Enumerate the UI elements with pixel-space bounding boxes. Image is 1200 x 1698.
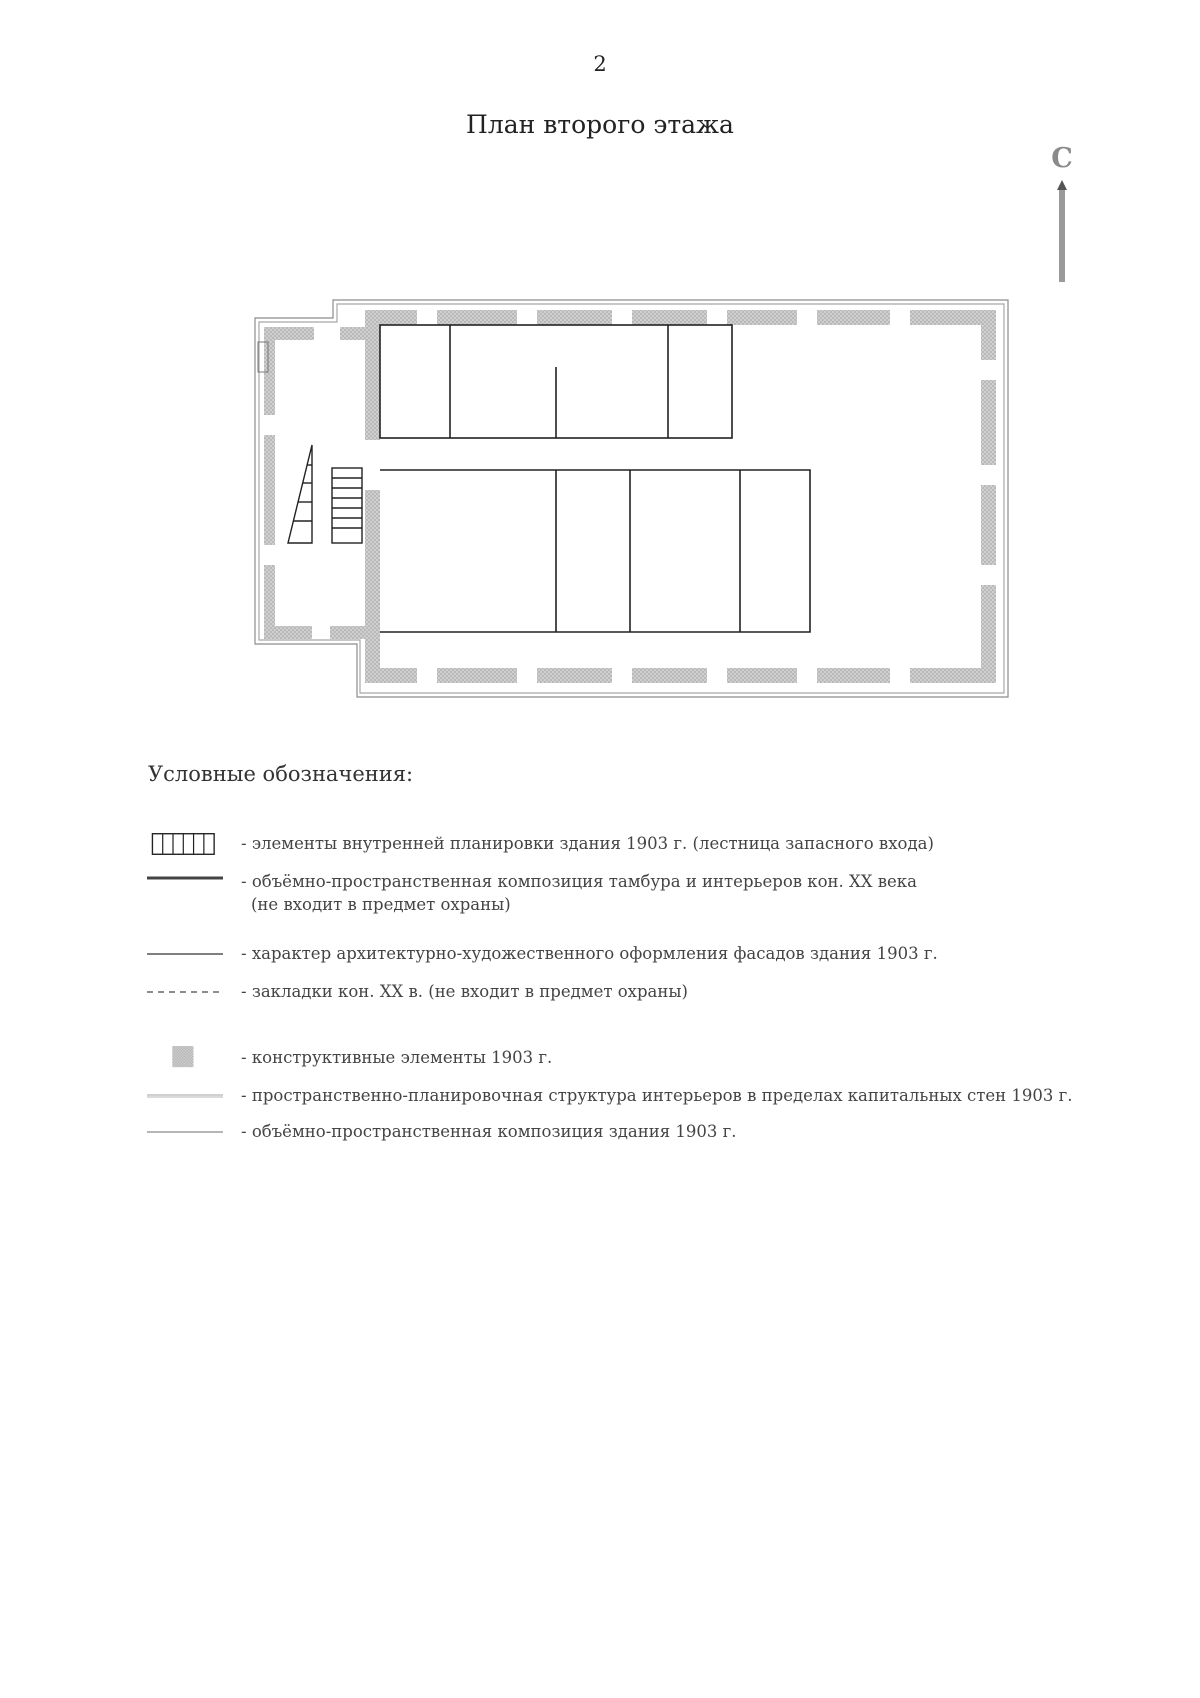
legend-text: - объёмно-пространственная композиция здания 1903 г.	[241, 1122, 737, 1141]
page-title: План второго этажа	[466, 110, 734, 139]
thick-line-icon	[145, 870, 225, 894]
floor-plan	[250, 295, 1020, 715]
page-number: 2	[593, 52, 607, 76]
legend-text: - закладки кон. XX в. (не входит в предмет охраны)	[241, 982, 688, 1001]
legend-text-line: (не входит в предмет охраны)	[251, 895, 511, 914]
staircase-icon	[288, 445, 362, 543]
legend-text	[241, 870, 1141, 916]
legend-text: - конструктивные элементы 1903 г.	[241, 1048, 553, 1067]
legend-heading: Условные обозначения:	[148, 762, 414, 786]
gray-square-icon	[145, 1046, 225, 1070]
legend-text: - элементы внутренней планировки здания 1903 г. (лестница запасного входа)	[241, 834, 934, 853]
north-arrow-icon	[1056, 180, 1068, 282]
light-double-line-icon	[145, 1084, 225, 1108]
interior-partitions	[380, 325, 810, 632]
north-label: С	[1051, 143, 1073, 174]
dashed-line-icon	[145, 980, 225, 1004]
hatched-box-icon	[145, 832, 225, 856]
legend-text: - пространственно-планировочная структура интерьеров в пределах капитальных стен 1903 г.	[241, 1086, 1073, 1105]
legend-text-line: - объёмно-пространственная композиция тамбура и интерьеров кон. XX века	[241, 872, 917, 891]
north-indicator	[1042, 143, 1082, 282]
legend-text: - характер архитектурно-художественного оформления фасадов здания 1903 г.	[241, 944, 938, 963]
thin-line-icon	[145, 942, 225, 966]
light-line-icon	[145, 1120, 225, 1144]
